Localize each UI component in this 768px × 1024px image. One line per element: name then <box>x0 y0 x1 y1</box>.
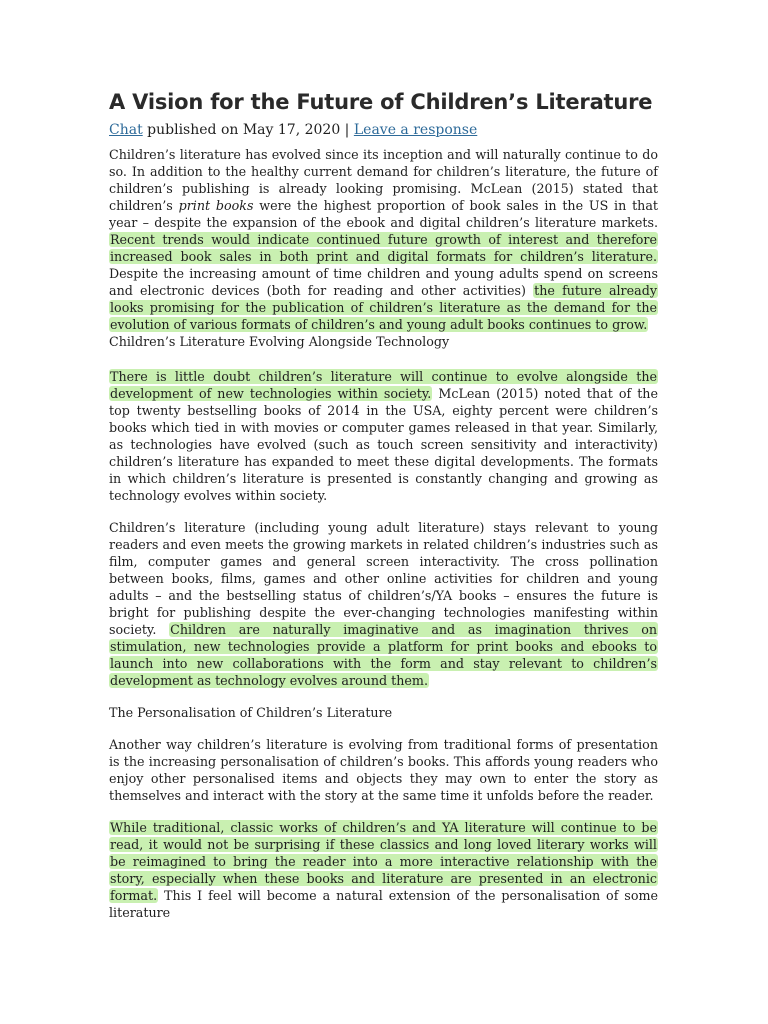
italic-phrase: print books <box>178 198 254 213</box>
section-heading <box>109 333 658 350</box>
section-heading <box>109 704 658 721</box>
article-body <box>109 146 658 921</box>
paragraph <box>109 736 658 804</box>
highlighted-passage: Children are naturally imaginative and as imagination thrives on stimulation, new technologies provide a platform for print books and ebooks to launch into new collaborations with the form and stay relevant to children’s development as technology evolves around them. <box>110 622 658 688</box>
text-segment: were the highest proportion of book sales in the US in that year – despite the expansion of the ebook and digital children’s literature markets. <box>109 198 658 230</box>
paragraph <box>109 519 658 689</box>
section-heading-text: The Personalisation of Children’s Literature <box>109 705 393 720</box>
paragraph <box>109 146 658 333</box>
highlighted-passage: the future already looks promising for the publication of children’s literature as the demand for the evolution of various formats of children’s and young adult books continues to grow. <box>110 283 657 332</box>
text-segment: Children’s literature has evolved since its inception and will naturally continue to do so. In addition to the healthy current demand for children’s literature, the future of children’s publishing is already looking promising. McLean (2015) stated that children’s <box>109 147 658 213</box>
section-heading-text: Children’s Literature Evolving Alongside Technology <box>109 334 450 349</box>
text-segment: This I feel will become a natural extension of the personalisation of some literature <box>109 888 658 920</box>
paragraph <box>109 819 658 921</box>
article <box>109 88 658 921</box>
paragraph <box>109 368 658 504</box>
highlighted-passage: Recent trends would indicate continued future growth of interest and therefore increased book sales in both print and digital formats for children’s literature. <box>110 232 657 264</box>
highlighted-passage: There is little doubt children’s literature will continue to evolve alongside the development of new technologies within society. <box>110 369 657 401</box>
leave-response-link[interactable]: Leave a response <box>353 122 478 138</box>
text-segment: Children’s literature (including young adult literature) stays relevant to young readers and even meets the growing markets in related children’s industries such as film, computer games and general screen interactivity. The cross pollination between books, films, games and other online activities for children and young adults – and the bestselling status of children’s/YA books – ensures the future is bright for publishing despite the ever-changing technologies manifesting within society. <box>109 520 658 637</box>
article-title: A Vision for the Future of Children’s Literature <box>109 90 653 114</box>
text-segment: Another way children’s literature is evolving from traditional forms of presentation is the increasing personalisation of children’s books. This affords young readers who enjoy other personalised items and objects they may own to enter the story as themselves and interact with the story at the same time it unfolds before the reader. <box>109 737 658 803</box>
article-meta <box>109 120 658 140</box>
published-date: published on May 17, 2020 | <box>142 122 354 138</box>
text-segment: Despite the increasing amount of time children and young adults spend on screens and electronic devices (both for reading and other activities) <box>109 266 658 298</box>
highlighted-passage: While traditional, classic works of children’s and YA literature will continue to be read, it would not be surprising if these classics and long loved literary works will be reimagined to bring the reader into a more interactive relationship with the story, especially when these books and literature are presented in an electronic format. <box>110 820 657 903</box>
category-link[interactable]: Chat <box>109 122 143 138</box>
text-segment: McLean (2015) noted that of the top twenty bestselling books of 2014 in the USA, eighty percent were children’s books which tied in with movies or computer games released in that year. Similarly, as technologies have evolved (such as touch screen sensitivity and interactivity) children’s literature has expanded to meet these digital developments. The formats in which children’s literature is presented is constantly changing and growing as technology evolves within society. <box>109 386 658 503</box>
